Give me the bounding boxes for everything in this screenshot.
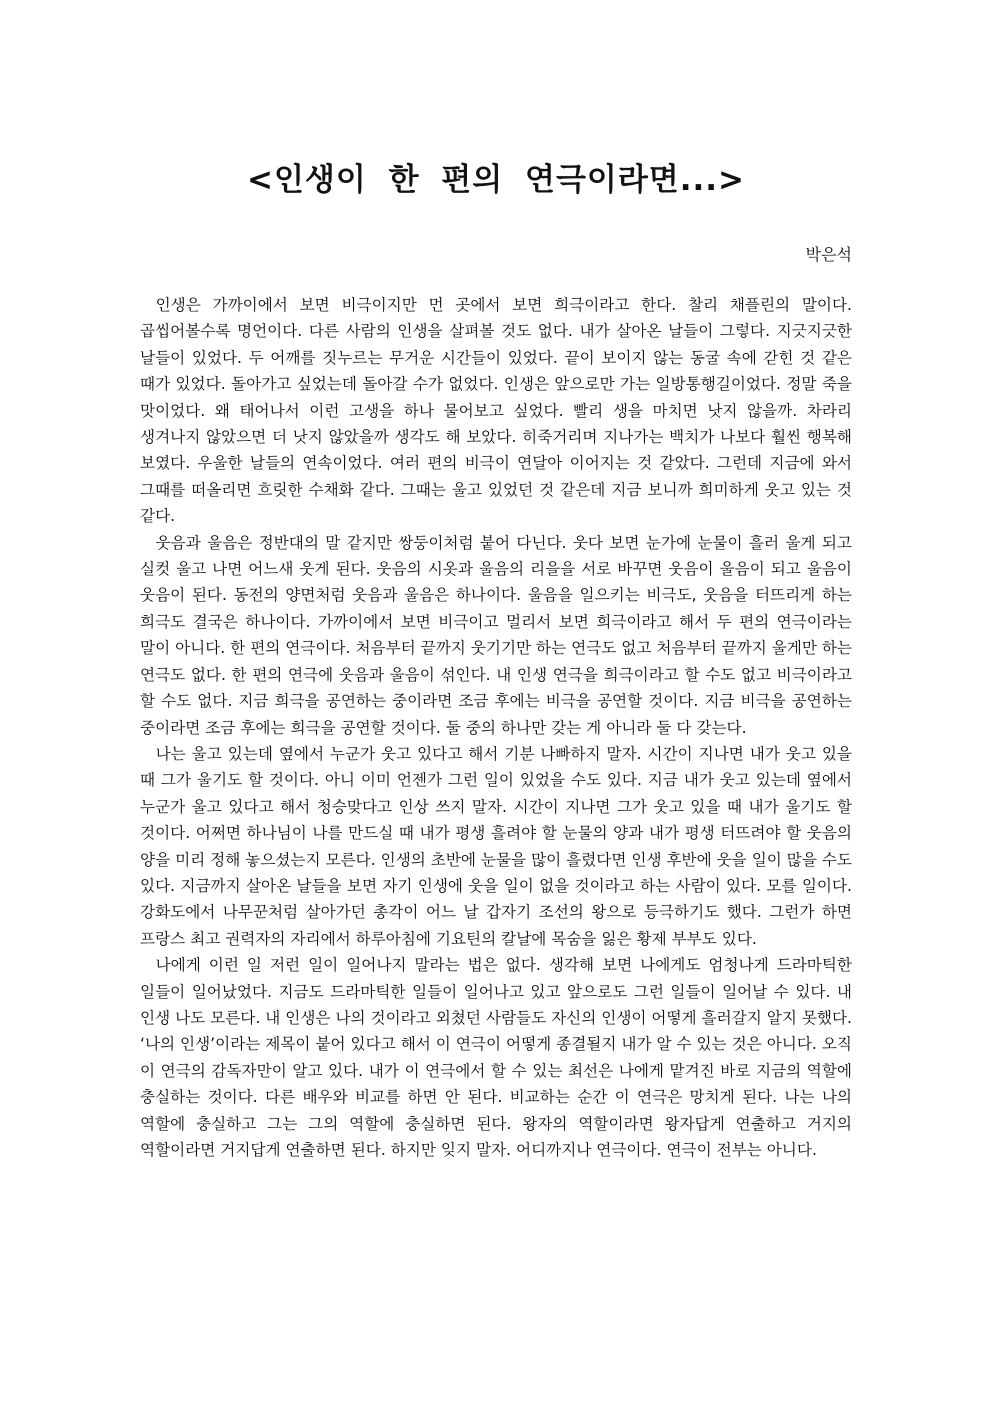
paragraph-1: 인생은 가까이에서 보면 비극이지만 먼 곳에서 보면 희극이라고 한다. 찰리 채플린의 말이다. 곱씹어볼수록 명언이다. 다른 사람의 인생을 살펴볼 것도 없다. 내가 살아온 날들이 그렇다. 지긋지긋한 날들이 있었다. 두 어깨를 짓누르는 무거운 시간들이 있었다. 끝이 보이지 않는 동굴 속에 갇힌 것 같은 때가 있었다. 돌아가고 싶었는데 돌아갈 수가 없었다. 인생은 앞으로만 가는 일방통행길이었다. 정말 죽을 맛이었다. 왜 태어나서 이런 고생을 하나 물어보고 싶었다. 빨리 생을 마치면 낫지 않을까. 차라리 생겨나지 않았으면 더 낫지 않았을까 생각도 해 보았다. 히죽거리며 지나가는 백치가 나보다 훨씬 행복해 보였다. 우울한 날들의 연속이었다. 여러 편의 비극이 연달아 이어지는 것 같았다. 그런데 지금에 와서 그때를 떠올리면 흐릿한 수채화 같다. 그때는 울고 있었던 것 같은데 지금 보니까 희미하게 웃고 있는 것 같다.	[140, 296, 852, 526]
paragraph-4: 나에게 이런 일 저런 일이 일어나지 말라는 법은 없다. 생각해 보면 나에게도 엄청나게 드라마틱한 일들이 일어났었다. 지금도 드라마틱한 일들이 일어나고 있고 앞으로도 그런 일들이 일어날 수 있다. 내 인생 나도 모른다. 내 인생은 나의 것이라고 외쳤던 사람들도 자신의 인생이 어떻게 흘러갈지 알지 못했다. ‘나의 인생’이라는 제목이 붙어 있다고 해서 이 연극이 어떻게 종결될지 내가 알 수 있는 것은 아니다. 오직 이 연극의 감독자만이 알고 있다. 내가 이 연극에서 할 수 있는 최선은 나에게 맡겨진 바로 지금의 역할에 충실하는 것이다. 다른 배우와 비교를 하면 안 된다. 비교하는 순간 이 연극은 망치게 된다. 나는 나의 역할에 충실하고 그는 그의 역할에 충실하면 된다. 왕자의 역할이라면 왕자답게 연출하고 거지의 역할이라면 거지답게 연출하면 된다. 하지만 잊지 말자. 어디까지나 연극이다. 연극이 전부는 아니다.	[140, 956, 852, 1159]
essay-body	[140, 292, 852, 1163]
paragraph-2: 웃음과 울음은 정반대의 말 같지만 쌍둥이처럼 붙어 다닌다. 웃다 보면 눈가에 눈물이 흘러 울게 되고 실컷 울고 나면 어느새 웃게 된다. 웃음의 시옷과 울음의 리을을 서로 바꾸면 웃음이 울음이 되고 울음이 웃음이 된다. 동전의 양면처럼 웃음과 울음은 하나이다. 울음을 일으키는 비극도, 웃음을 터뜨리게 하는 희극도 결국은 하나이다. 가까이에서 보면 비극이고 멀리서 보면 희극이라고 해서 두 편의 연극이라는 말이 아니다. 한 편의 연극이다. 처음부터 끝까지 웃기기만 하는 연극도 없고 처음부터 끝까지 울게만 하는 연극도 없다. 한 편의 연극에 웃음과 울음이 섞인다. 내 인생 연극을 희극이라고 할 수도 없고 비극이라고 할 수도 없다. 지금 희극을 공연하는 중이라면 조금 후에는 비극을 공연할 것이다. 지금 비극을 공연하는 중이라면 조금 후에는 희극을 공연할 것이다. 둘 중의 하나만 갖는 게 아니라 둘 다 갖는다.	[140, 533, 852, 737]
document-title: <인생이 한 편의 연극이라면...>	[246, 162, 746, 198]
paragraph-3: 나는 울고 있는데 옆에서 누군가 웃고 있다고 해서 기분 나빠하지 말자. 시간이 지나면 내가 웃고 있을 때 그가 울기도 할 것이다. 아니 이미 언젠가 그런 일이 있었을 수도 있다. 지금 내가 웃고 있는데 옆에서 누군가 울고 있다고 해서 청승맞다고 인상 쓰지 말자. 시간이 지나면 그가 웃고 있을 때 내가 울기도 할 것이다. 어쩌면 하나님이 나를 만드실 때 내가 평생 흘려야 할 눈물의 양과 내가 평생 터뜨려야 할 웃음의 양을 미리 정해 놓으셨는지 모른다. 인생의 초반에 눈물을 많이 흘렸다면 인생 후반에 웃을 일이 많을 수도 있다. 지금까지 살아온 날들을 보면 자기 인생에 웃을 일이 없을 것이라고 하는 사람이 있다. 모를 일이다. 강화도에서 나무꾼처럼 살아가던 총각이 어느 날 갑자기 조선의 왕으로 등극하기도 했다. 그런가 하면 프랑스 최고 권력자의 자리에서 하루아침에 기요틴의 칼날에 목숨을 잃은 황제 부부도 있다.	[140, 744, 852, 948]
author-name: 박은석	[805, 245, 852, 264]
